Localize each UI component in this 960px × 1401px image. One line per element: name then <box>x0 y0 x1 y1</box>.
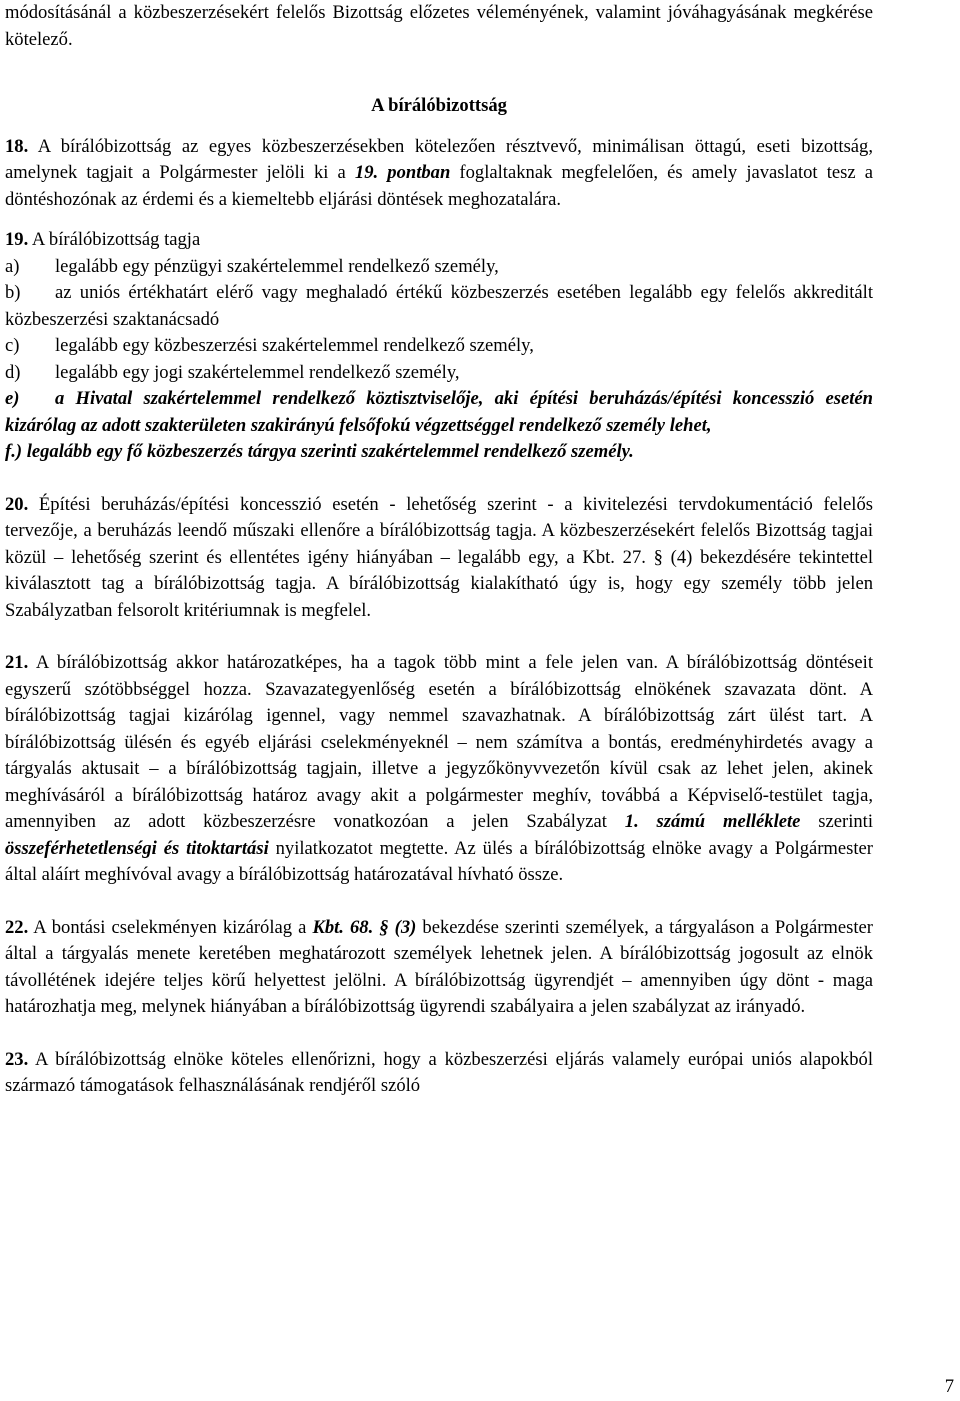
list-label: a) <box>5 255 20 277</box>
annex-reference: 1. számú melléklete <box>624 811 801 832</box>
list-item-e <box>5 386 873 439</box>
list-label: b) <box>5 282 21 303</box>
page-number: 7 <box>944 1376 954 1397</box>
document-page <box>5 0 873 1100</box>
list-label: d) <box>5 361 21 383</box>
list-label: e) <box>5 388 20 409</box>
paragraph-text: A bírálóbizottság akkor határozatképes, ha a tagok több mint a fele jelen van. A bírálóbizottság döntéseit egyszerű szótöbbséggel hozza. Szavazategyenlőség esetén a bírálóbizottság elnökének szavazata dönt. A bírálóbizottság tagjai kizárólag igennel, vagy nemmel szavazhatnak. A bírálóbizottság zárt ülést tart. A bírálóbizottság ülésén és egyéb eljárási cselekményeknél – nem számítva a bontás, eredményhirdetés avagy a tárgyalás aktusait – a bírálóbizottság tagjain, illetve a jegyzőkönyvvezetőn kívül csak az lehet jelen, akinek meghívásáról a bírálóbizottság határoz avagy akit a polgármester meghív, továbbá a Képviselő-testület tagja, amennyiben az adott közbeszerzésre vonatkozóan a jelen Szabályzat <box>5 652 873 832</box>
list-item-d <box>5 360 873 387</box>
list-item-f <box>5 439 873 466</box>
paragraph-text: A bírálóbizottság az egyes közbeszerzésekben kötelezően résztvevő, minimálisan öttagú, eseti bizottság, amelynek tagjait a Polgármester jelöli ki a <box>5 135 873 183</box>
list-text: a Hivatal szakértelemmel rendelkező köztisztviselője, aki építési beruházás/építési koncesszió esetén kizárólag az adott szakterületen szakirányú felsőfokú végzettséggel rendelkező személy lehet, <box>5 388 873 436</box>
paragraph-text: foglaltaknak megfelelően, és amely javaslatot tesz a döntéshozónak az érdemi és a kiemeltebb eljárási döntések meghozatalára. <box>5 162 873 210</box>
paragraph-19-intro <box>5 227 873 254</box>
list-text: legalább egy fő közbeszerzés tárgya szerinti szakértelemmel rendelkező személy. <box>22 441 634 462</box>
list-item-c <box>5 333 873 360</box>
list-label: c) <box>5 335 20 356</box>
list-item-b <box>5 280 873 333</box>
list-text: legalább egy közbeszerzési szakértelemmel rendelkező személy, <box>55 335 534 356</box>
list-text: legalább egy pénzügyi szakértelemmel rendelkező személy, <box>55 255 499 277</box>
paragraph-text: A bírálóbizottság elnöke köteles ellenőrizni, hogy a közbeszerzési eljárás valamely európai uniós alapokból származó támogatások felhasználásának rendjéről szóló <box>5 1048 873 1096</box>
paragraph-text: szerinti <box>800 811 873 832</box>
paragraph-20 <box>5 492 873 625</box>
paragraph-number: 22. <box>5 916 29 938</box>
paragraph-number: 18. <box>5 135 29 157</box>
paragraph-number: 20. <box>5 493 29 515</box>
list-label: f.) <box>5 441 23 462</box>
paragraph-reference: 19. pontban <box>354 162 451 183</box>
paragraph-text: A bírálóbizottság tagja <box>28 229 201 250</box>
list-text: az uniós értékhatárt elérő vagy meghaladó értékű közbeszerzés esetében legalább egy felelős akkreditált közbeszerzési szaktanácsadó <box>5 282 873 330</box>
paragraph-21 <box>5 650 873 889</box>
paragraph-22 <box>5 915 873 1021</box>
paragraph-text: Építési beruházás/építési koncesszió esetén - lehetőség szerint - a kivitelezési tervdokumentáció felelős tervezője, a beruházás leendő műszaki ellenőre a bírálóbizottság tagja. A közbeszerzésekért felelős Bizottság tagjai közül – lehetőség szerint és ellentétes igény hiányában – legalább egy, a Kbt. 27. § (4) bekezdésére tekintettel kiválasztott tag a bírálóbizottság tagja. A bírálóbizottság kialakítható úgy is, hogy egy személy több jelen Szabályzatban felsorolt kritériumnak is megfelel. <box>5 493 873 621</box>
paragraph-number: 19. <box>5 229 29 250</box>
paragraph-text: bekezdése szerinti személyek, a tárgyaláson a Polgármester által a tárgyalás menete keretében meghatározott személyek lehetnek jelen. A bírálóbizottság jogosult az elnök távollétének idejére teljes körű helyettest jelölni. A bírálóbizottság ügyrendjét – amennyiben úgy dönt - maga határozhatja meg, melynek hiányában a bírálóbizottság ügyrendi szabályaira a jelen szabályzat az irányadó. <box>5 916 873 1017</box>
section-reference: § (3) <box>379 916 417 938</box>
paragraph-text: A bontási cselekményen kizárólag a <box>28 916 313 938</box>
paragraph-number: 21. <box>5 652 29 673</box>
declaration-reference: összeférhetetlenségi és titoktartási <box>5 837 269 859</box>
kbt-reference: Kbt. 68. <box>312 916 374 938</box>
intro-paragraph: módosításánál a közbeszerzésekért felelős Bizottság előzetes véleményének, valamint jóváhagyásának megkérése kötelező. <box>5 2 873 50</box>
paragraph-19 <box>5 227 873 466</box>
list-item-a <box>5 254 873 281</box>
list-text: legalább egy jogi szakértelemmel rendelkező személy, <box>55 361 460 383</box>
paragraph-number: 23. <box>5 1048 29 1070</box>
paragraph-18 <box>5 134 873 214</box>
section-title: A bírálóbizottság <box>371 95 507 116</box>
paragraph-text: nyilatkozatot megtette. Az ülés a bírálóbizottság elnöke avagy a Polgármester által aláírt meghívóval avagy a bírálóbizottság határozatával hívható össze. <box>5 837 873 885</box>
paragraph-23 <box>5 1047 873 1100</box>
